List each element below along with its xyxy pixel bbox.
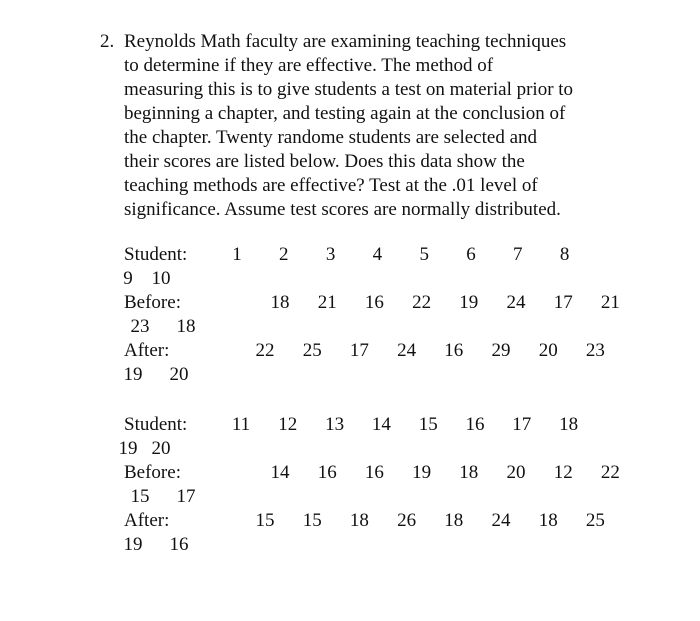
question-line: measuring this is to give students a test on material prior to <box>124 79 574 100</box>
question-line: to determine if they are effective. The method of <box>124 55 494 76</box>
student-value: 17 <box>512 414 532 435</box>
before-value: 18 <box>459 462 479 483</box>
before-value: 19 <box>412 462 432 483</box>
before-value: 23 <box>130 316 150 337</box>
student-value: 1 <box>232 244 242 265</box>
after-value: 16 <box>444 340 464 361</box>
student-value: 9 <box>123 268 133 289</box>
student-value: 18 <box>559 414 579 435</box>
before-value: 20 <box>506 462 526 483</box>
before-value: 17 <box>176 486 196 507</box>
after-value: 18 <box>444 510 464 531</box>
student-value: 12 <box>278 414 298 435</box>
student-value: 14 <box>371 414 391 435</box>
before-value: 16 <box>364 462 384 483</box>
student-label: Student: <box>124 244 188 265</box>
after-value: 26 <box>397 510 417 531</box>
question-line: beginning a chapter, and testing again at the conclusion of <box>124 103 566 124</box>
before-value: 24 <box>506 292 526 313</box>
before-label: Before: <box>124 462 181 483</box>
after-value: 19 <box>123 534 143 555</box>
question-line: significance. Assume test scores are normally distributed. <box>124 199 561 220</box>
before-value: 16 <box>317 462 337 483</box>
after-value: 25 <box>585 510 605 531</box>
student-value: 4 <box>372 244 383 265</box>
before-value: 18 <box>176 316 196 337</box>
student-value: 19 <box>118 438 138 459</box>
after-value: 15 <box>255 510 275 531</box>
before-value: 15 <box>130 486 150 507</box>
after-value: 20 <box>169 364 189 385</box>
before-value: 21 <box>317 292 337 313</box>
question-line: teaching methods are effective? Test at the .01 level of <box>124 175 538 196</box>
before-value: 17 <box>553 292 573 313</box>
student-value: 6 <box>466 244 476 265</box>
after-value: 23 <box>585 340 605 361</box>
after-value: 25 <box>302 340 322 361</box>
after-value: 29 <box>491 340 511 361</box>
student-label: Student: <box>124 414 188 435</box>
after-label: After: <box>124 510 170 531</box>
after-value: 19 <box>123 364 143 385</box>
student-value: 7 <box>513 244 523 265</box>
question-line: their scores are listed below. Does this data show the <box>124 151 525 172</box>
before-value: 18 <box>270 292 290 313</box>
after-value: 24 <box>491 510 511 531</box>
after-value: 22 <box>255 340 275 361</box>
after-value: 24 <box>397 340 417 361</box>
question-line: Reynolds Math faculty are examining teaching techniques <box>124 31 567 52</box>
before-label: Before: <box>124 292 181 313</box>
before-value: 12 <box>553 462 573 483</box>
after-value: 16 <box>169 534 189 555</box>
before-value: 14 <box>270 462 290 483</box>
student-value: 15 <box>418 414 438 435</box>
after-value: 20 <box>538 340 558 361</box>
student-value: 13 <box>325 414 345 435</box>
student-value: 11 <box>231 414 251 435</box>
student-value: 20 <box>151 438 171 459</box>
question-line: the chapter. Twenty randome students are selected and <box>124 127 537 148</box>
student-value: 5 <box>419 244 429 265</box>
after-value: 18 <box>538 510 558 531</box>
before-value: 16 <box>364 292 384 313</box>
student-value: 10 <box>151 268 171 289</box>
student-value: 8 <box>559 244 570 265</box>
before-value: 19 <box>459 292 479 313</box>
student-value: 2 <box>279 244 289 265</box>
before-value: 22 <box>412 292 432 313</box>
before-value: 21 <box>600 292 620 313</box>
question-number: 2. <box>100 31 115 52</box>
after-value: 17 <box>349 340 369 361</box>
student-value: 3 <box>325 244 336 265</box>
student-value: 16 <box>465 414 485 435</box>
after-value: 15 <box>302 510 322 531</box>
after-label: After: <box>124 340 170 361</box>
after-value: 18 <box>349 510 369 531</box>
before-value: 22 <box>600 462 620 483</box>
